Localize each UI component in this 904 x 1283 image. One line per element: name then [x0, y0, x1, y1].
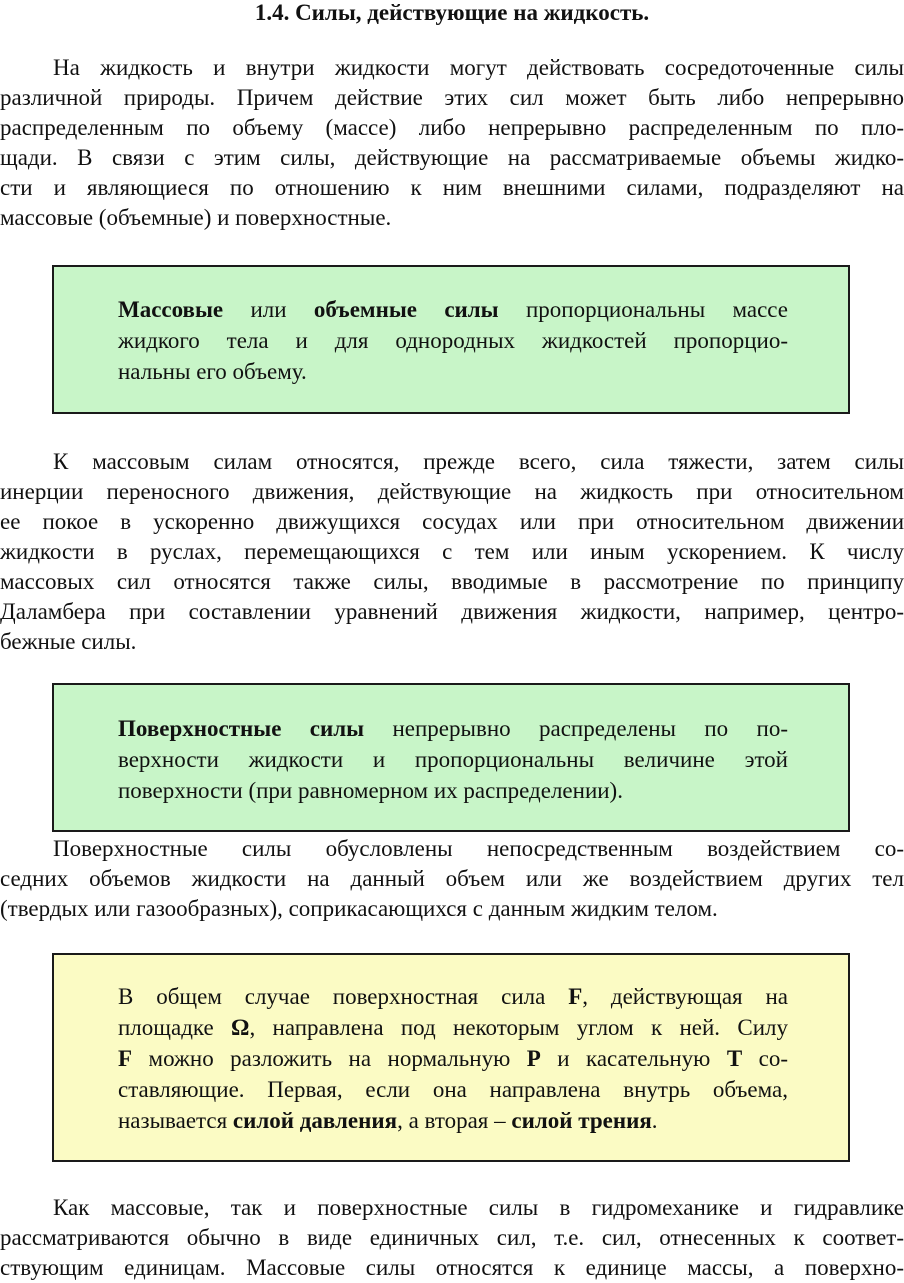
- text-line: седних объемов жидкости на данный объем или же воздействием других тел: [0, 866, 904, 891]
- text-line: различной природы. Причем действие этих сил может быть либо непрерывно: [0, 85, 904, 110]
- text-line: щади. В связи с этим силы, действующие на рассматриваемые объемы жидко-: [0, 145, 904, 170]
- text-line: жидкого тела и для однородных жидкостей пропорцио-: [118, 328, 788, 353]
- text-fragment: , а вторая –: [397, 1108, 512, 1133]
- text-line: [118, 295, 788, 326]
- definition-text: [118, 295, 788, 388]
- text-fragment: пропорциональны массе: [498, 297, 788, 322]
- symbol-F: F: [568, 984, 583, 1009]
- text-line: поверхности (при равномерном их распределении).: [118, 778, 623, 803]
- paragraph-intro: [0, 53, 904, 233]
- text-line: ставляющие. Первая, если она направлена внутрь объема,: [118, 1077, 788, 1102]
- text-fragment: , направлена под некоторым углом к ней. Силу: [249, 1015, 788, 1040]
- text-line: Даламбера при составлении уравнений движения жидкости, например, центро-: [0, 599, 904, 624]
- term-bold: силой трения: [511, 1108, 652, 1133]
- text-line: инерции переносного движения, действующие на жидкость при относительном: [0, 479, 904, 504]
- text-line: бежные силы.: [0, 629, 137, 654]
- term-bold: Массовые: [118, 297, 224, 322]
- definition-box-surface-forces: [52, 683, 850, 832]
- paragraph-surface-forces: [0, 834, 904, 924]
- term-bold: силой давления: [232, 1108, 398, 1133]
- symbol-P: P: [526, 1046, 541, 1071]
- note-box-surface-force-components: [52, 953, 850, 1162]
- section-heading: 1.4. Силы, действующие на жидкость.: [254, 0, 650, 25]
- text-line: Как массовые, так и поверхностные силы в гидромеханике и гидравлике: [53, 1195, 904, 1220]
- text-fragment: площадке: [118, 1015, 232, 1040]
- text-fragment: и касательную: [540, 1046, 727, 1071]
- paragraph-mass-forces: [0, 447, 904, 657]
- text-line: нальны его объему.: [118, 359, 307, 384]
- definition-text: [118, 714, 788, 807]
- term-bold: Поверхностные силы: [118, 716, 365, 741]
- text-line: (твердых или газообразных), соприкасающихся с данным жидким телом.: [0, 896, 718, 921]
- text-line: [118, 982, 788, 1013]
- symbol-omega: Ω: [231, 1015, 250, 1040]
- text-line: [118, 1044, 788, 1075]
- text-fragment: В общем случае поверхностная сила: [118, 984, 569, 1009]
- text-line: распределенным по объему (массе) либо непрерывно распределенным по пло-: [0, 115, 904, 140]
- text-line: верхности жидкости и пропорциональны величине этой: [118, 747, 788, 772]
- symbol-F: F: [118, 1046, 133, 1071]
- text-line: рассматриваются обычно в виде единичных сил, т.е. сил, отнесенных к соответ-: [0, 1225, 904, 1250]
- term-bold: объемные силы: [313, 297, 499, 322]
- text-line: К массовым силам относятся, прежде всего, сила тяжести, затем силы: [53, 449, 904, 474]
- text-fragment: , действующая на: [582, 984, 788, 1009]
- note-text: [118, 982, 788, 1137]
- text-fragment: или: [223, 297, 314, 322]
- text-line: [118, 1013, 788, 1044]
- text-fragment: .: [651, 1108, 658, 1133]
- text-line: [118, 714, 788, 745]
- text-line: ствующим единицам. Массовые силы относятся к единице массы, а поверхно-: [0, 1255, 904, 1280]
- text-line: массовые (объемные) и поверхностные.: [0, 205, 392, 230]
- paragraph-unit-forces: [0, 1193, 904, 1283]
- definition-box-mass-forces: [52, 265, 850, 414]
- text-fragment: непрерывно распределены по по-: [364, 716, 788, 741]
- text-line: жидкости в руслах, перемещающихся с тем или иным ускорением. К числу: [0, 539, 904, 564]
- text-line: массовых сил относятся также силы, вводимые в рассмотрение по принципу: [0, 569, 904, 594]
- text-fragment: можно разложить на нормальную: [132, 1046, 527, 1071]
- text-line: [118, 1106, 788, 1137]
- text-line: ее покое в ускоренно движущихся сосудах или при относительном движении: [0, 509, 904, 534]
- text-line: Поверхностные силы обусловлены непосредственным воздействием со-: [53, 836, 904, 861]
- text-fragment: называется: [118, 1108, 233, 1133]
- text-line: сти и являющиеся по отношению к ним внешними силами, подразделяют на: [0, 175, 904, 200]
- symbol-T: T: [726, 1046, 743, 1071]
- text-line: На жидкость и внутри жидкости могут действовать сосредоточенные силы: [53, 55, 904, 80]
- text-fragment: со-: [742, 1046, 788, 1071]
